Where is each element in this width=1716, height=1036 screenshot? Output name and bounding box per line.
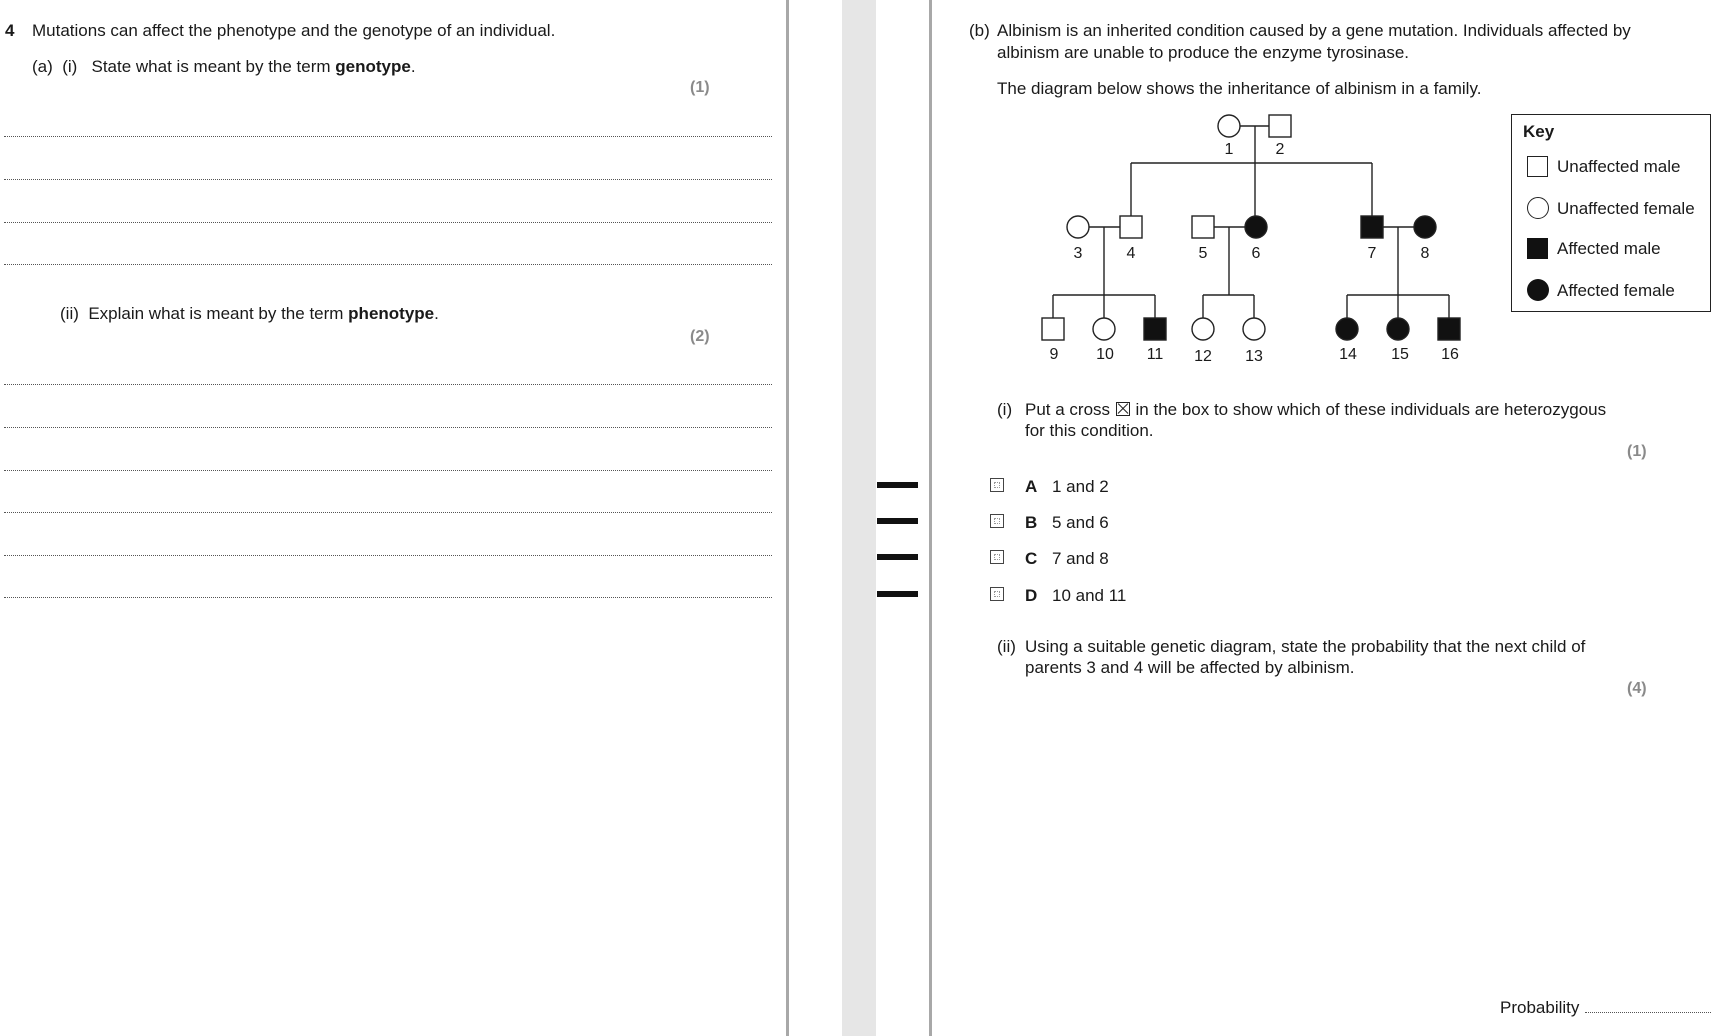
q-i-text-line1 [1025, 400, 1606, 420]
q-i-marks: (1) [1627, 443, 1647, 460]
label-9: 9 [1049, 346, 1059, 363]
q-i-text-before: Put a cross [1025, 400, 1111, 419]
option-a-checkbox[interactable] [990, 478, 1004, 492]
label-1: 1 [1224, 141, 1234, 158]
individual-3 [1067, 216, 1089, 238]
part-a-ii-marks: (2) [690, 328, 710, 345]
option-c-letter: C [1025, 549, 1038, 568]
option-a-text: 1 and 2 [1052, 477, 1109, 496]
part-a-ii-prefix: (ii) Explain what is meant by the term [60, 304, 349, 323]
option-c-text: 7 and 8 [1052, 549, 1109, 568]
margin-tick [877, 518, 918, 524]
question-intro: Mutations can affect the phenotype and the genotype of an individual. [32, 21, 556, 40]
option-b-text: 5 and 6 [1052, 513, 1109, 532]
q-i-text-after: in the box to show which of these individuals are heterozygous [1135, 400, 1607, 419]
part-a-i-prefix: (a) (i) State what is meant by the term [32, 57, 336, 76]
individual-10 [1093, 318, 1115, 340]
answer-line-a-ii-4[interactable] [4, 512, 772, 513]
answer-line-a-i-1[interactable] [4, 136, 772, 137]
individual-1 [1218, 115, 1240, 137]
answer-line-a-ii-3[interactable] [4, 470, 772, 471]
q-i-label: (i) [997, 400, 1013, 419]
answer-line-a-ii-6[interactable] [4, 597, 772, 598]
label-11: 11 [1146, 346, 1164, 363]
answer-line-a-ii-5[interactable] [4, 555, 772, 556]
period: . [410, 57, 416, 76]
label-13: 13 [1245, 348, 1263, 365]
probability-label: Probability [1500, 998, 1580, 1017]
margin-tick [877, 482, 918, 488]
answer-line-a-i-2[interactable] [4, 179, 772, 180]
label-6: 6 [1251, 245, 1261, 262]
part-b-text-line1: Albinism is an inherited condition caused by a gene mutation. Individuals affected by [997, 21, 1631, 40]
page-edge-left [786, 0, 789, 1036]
part-b-label: (b) [969, 21, 990, 40]
page-gutter [842, 0, 876, 1036]
probability-answer-line[interactable] [1585, 1012, 1711, 1013]
individual-2 [1269, 115, 1291, 137]
part-a-i-marks: (1) [690, 79, 710, 96]
individual-13 [1243, 318, 1265, 340]
label-14: 14 [1339, 346, 1357, 363]
question-number: 4 [5, 21, 15, 40]
label-10: 10 [1096, 346, 1114, 363]
option-d-text: 10 and 11 [1052, 586, 1127, 605]
period: . [434, 304, 439, 323]
key-unaffected-female: Unaffected female [1557, 199, 1695, 218]
label-7: 7 [1367, 245, 1377, 262]
key-affected-female: Affected female [1557, 281, 1675, 300]
individual-9 [1042, 318, 1064, 340]
term-genotype: genotype [335, 57, 411, 76]
individual-14 [1336, 318, 1358, 340]
q-ii-marks: (4) [1627, 680, 1647, 697]
individual-11 [1144, 318, 1166, 340]
diagram-intro: The diagram below shows the inheritance of albinism in a family. [997, 79, 1482, 98]
unaffected-female-icon [1527, 197, 1549, 219]
option-a-letter: A [1025, 477, 1038, 496]
key-title: Key [1523, 122, 1555, 141]
answer-line-a-i-3[interactable] [4, 222, 772, 223]
individual-15 [1387, 318, 1409, 340]
option-c-checkbox[interactable] [990, 550, 1004, 564]
individual-12 [1192, 318, 1214, 340]
individual-16 [1438, 318, 1460, 340]
option-b-letter: B [1025, 513, 1038, 532]
label-4: 4 [1126, 245, 1136, 262]
q-ii-label: (ii) [997, 637, 1016, 656]
pedigree-diagram [1020, 108, 1480, 370]
label-3: 3 [1073, 245, 1083, 262]
q-i-text-line2: for this condition. [1025, 421, 1154, 440]
answer-line-a-i-4[interactable] [4, 264, 772, 265]
label-12: 12 [1194, 348, 1212, 365]
q-ii-text-line1: Using a suitable genetic diagram, state the probability that the next child of [1025, 637, 1586, 656]
individual-8 [1414, 216, 1436, 238]
q-ii-text-line2: parents 3 and 4 will be affected by albinism. [1025, 658, 1355, 677]
part-a-i-question [32, 57, 416, 77]
label-5: 5 [1198, 245, 1208, 262]
individual-5 [1192, 216, 1214, 238]
answer-line-a-ii-2[interactable] [4, 427, 772, 428]
margin-tick [877, 591, 918, 597]
individual-6 [1245, 216, 1267, 238]
unaffected-male-icon [1527, 156, 1548, 177]
affected-male-icon [1527, 238, 1548, 259]
label-8: 8 [1420, 245, 1430, 262]
part-b-text-line2: albinism are unable to produce the enzyme tyrosinase. [997, 43, 1410, 62]
key-unaffected-male: Unaffected male [1557, 157, 1681, 176]
individual-4 [1120, 216, 1142, 238]
affected-female-icon [1527, 279, 1549, 301]
option-d-checkbox[interactable] [990, 587, 1004, 601]
option-b-checkbox[interactable] [990, 514, 1004, 528]
cross-box-icon [1116, 402, 1130, 416]
answer-line-a-ii-1[interactable] [4, 384, 772, 385]
label-15: 15 [1391, 346, 1409, 363]
individual-7 [1361, 216, 1383, 238]
page-edge-right [929, 0, 932, 1036]
option-d-letter: D [1025, 586, 1038, 605]
margin-tick [877, 554, 918, 560]
term-phenotype: phenotype [348, 304, 435, 323]
part-a-ii-question [60, 304, 439, 324]
key-affected-male: Affected male [1557, 239, 1661, 258]
label-2: 2 [1275, 141, 1285, 158]
label-16: 16 [1441, 346, 1459, 363]
